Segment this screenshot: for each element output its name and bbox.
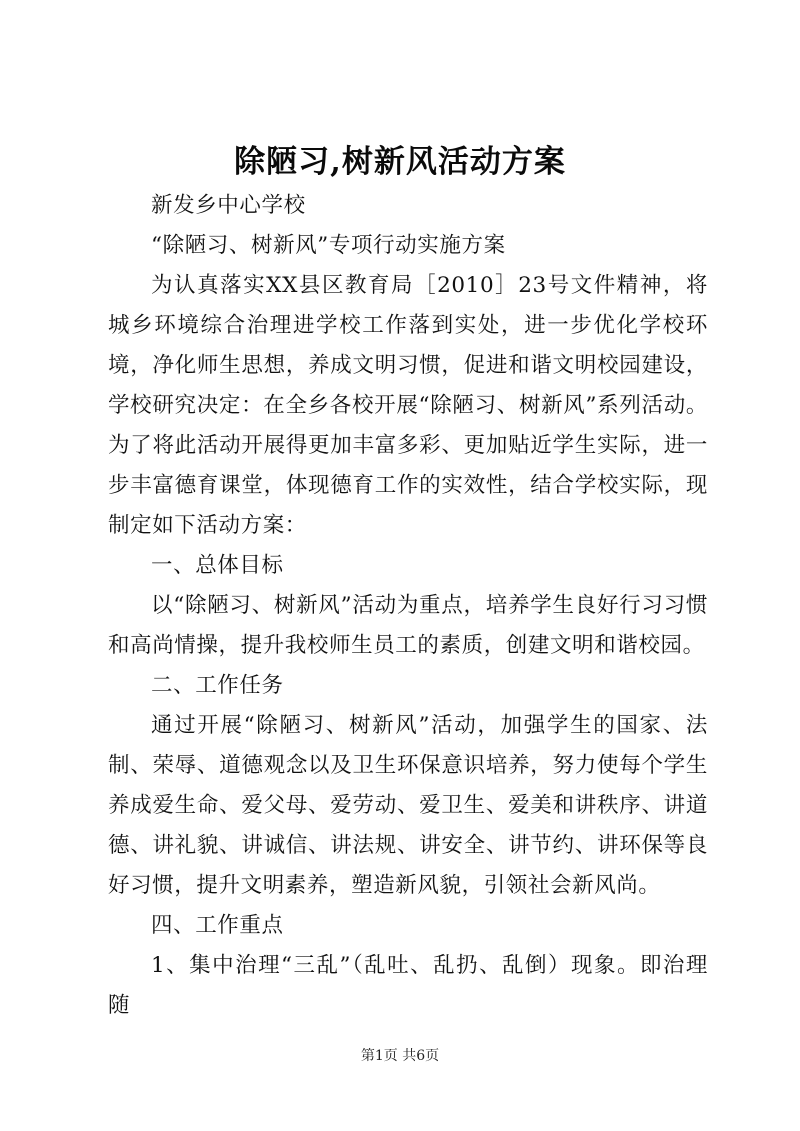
- section-heading-focus: 四、工作重点: [151, 913, 284, 938]
- focus-item-1: 1、集中治理“三乱”（乱吐、乱扔、乱倒）现象。即治理随: [108, 953, 708, 1018]
- document-body: [108, 186, 708, 1026]
- school-name: 新发乡中心学校: [151, 193, 306, 218]
- document-title: 除陋习,树新风活动方案: [234, 144, 566, 180]
- goals-paragraph: 以“除陋习、树新风”活动为重点，培养学生良好行习习惯和高尚情操，提升我校师生员工的素质，创建文明和谐校园。: [108, 593, 708, 658]
- section-heading-tasks: 二、工作任务: [151, 673, 284, 698]
- plan-subtitle: “除陋习、树新风”专项行动实施方案: [151, 233, 506, 258]
- intro-paragraph: 为认真落实XX县区教育局［2010］23号文件精神，将城乡环境综合治理进学校工作落到实处，进一步优化学校环境，净化师生思想，养成文明习惯，促进和谐文明校园建设，学校研究决定：在全乡各校开展“除陋习、树新风”系列活动。为了将此活动开展得更加丰富多彩、更加贴近学生实际，进一步丰富德育课堂，体现德育工作的实效性，结合学校实际，现制定如下活动方案：: [108, 273, 708, 538]
- page-number-footer: 第1页 共6页: [360, 1048, 440, 1064]
- section-heading-goals: 一、总体目标: [151, 553, 284, 578]
- tasks-paragraph: 通过开展“除陋习、树新风”活动，加强学生的国家、法制、荣辱、道德观念以及卫生环保意识培养，努力使每个学生养成爱生命、爱父母、爱劳动、爱卫生、爱美和讲秩序、讲道德、讲礼貌、讲诚信、讲法规、讲安全、讲节约、讲环保等良好习惯，提升文明素养，塑造新风貌，引领社会新风尚。: [108, 713, 708, 898]
